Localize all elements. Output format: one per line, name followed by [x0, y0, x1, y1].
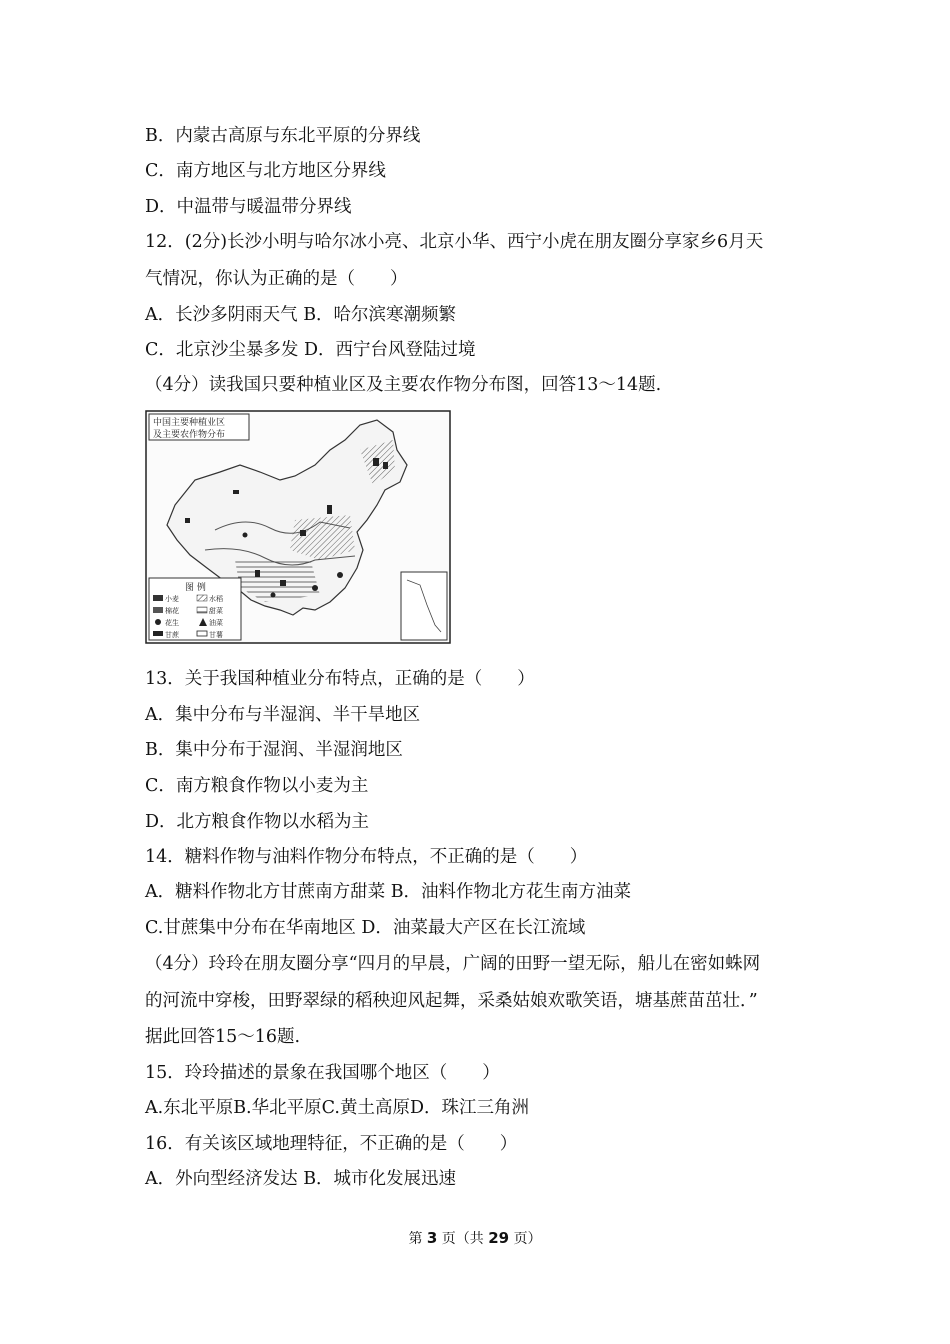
intro-13-14: （4分）读我国只要种植业区及主要农作物分布图，回答13～14题.: [145, 375, 662, 395]
q14-options-ab: A．糖料作物北方甘蔗南方甜菜 B．油料作物北方花生南方油菜: [145, 882, 632, 902]
legend-item: 水稻: [209, 595, 223, 603]
q13-option-b: B．集中分布于湿润、半湿润地区: [145, 740, 403, 760]
q14-options-cd: C.甘蔗集中分布在华南地区 D．油菜最大产区在长江流域: [145, 918, 586, 938]
q13-option-a: A．集中分布与半湿润、半干旱地区: [145, 705, 421, 725]
option-d-line: D．中温带与暖温带分界线: [145, 197, 352, 217]
map-title-line1: 中国主要种植业区: [153, 418, 226, 428]
crop-distribution-map: [145, 410, 451, 644]
footer-suffix: 页）: [513, 1231, 542, 1247]
question-12-line1: 12．(2分)长沙小明与哈尔冰小亮、北京小华、西宁小虎在朋友圈分享家乡6月天: [145, 232, 764, 252]
legend-item: 棉花: [165, 607, 179, 615]
legend-item: 甜菜: [209, 607, 223, 615]
q12-options-cd: C．北京沙尘暴多发 D．西宁台风登陆过境: [145, 340, 476, 360]
footer-middle: 页（共: [441, 1231, 484, 1247]
page-footer: [0, 1228, 950, 1248]
total-page-count: 29: [488, 1229, 510, 1247]
question-12-line2: 气情况，你认为正确的是（ ）: [145, 269, 408, 289]
question-16: 16．有关该区域地理特征，不正确的是（ ）: [145, 1134, 518, 1154]
option-c-line: C．南方地区与北方地区分界线: [145, 161, 386, 181]
legend-item: 甘薯: [209, 631, 223, 639]
legend-title: 图 例: [185, 583, 206, 593]
legend-item: 甘蔗: [165, 631, 179, 639]
intro-15-16-line3: 据此回答15～16题.: [145, 1027, 301, 1047]
question-14: 14．糖料作物与油料作物分布特点，不正确的是（ ）: [145, 847, 588, 867]
map-title-line2: 及主要农作物分布: [153, 430, 226, 440]
intro-15-16-line2: 的河流中穿梭，田野翠绿的稻秧迎风起舞，采桑姑娘欢歌笑语，塘基蔗苗茁壮．”: [145, 991, 758, 1011]
q13-option-d: D．北方粮食作物以水稻为主: [145, 812, 370, 832]
q13-option-c: C．南方粮食作物以小麦为主: [145, 776, 369, 796]
q12-options-ab: A．长沙多阴雨天气 B．哈尔滨寒潮频繁: [145, 305, 457, 325]
q15-options: A.东北平原B.华北平原C.黄土高原D．珠江三角洲: [145, 1098, 529, 1118]
q16-options-ab: A．外向型经济发达 B．城市化发展迅速: [145, 1169, 457, 1189]
option-b-line: B．内蒙古高原与东北平原的分界线: [145, 126, 421, 146]
footer-prefix: 第: [408, 1231, 423, 1247]
south-china-sea-inset: [401, 572, 447, 640]
legend-item: 油菜: [209, 619, 223, 627]
intro-15-16-line1: （4分）玲玲在朋友圈分享“四月的早晨，广阔的田野一望无际，船儿在密如蛛网: [145, 954, 761, 974]
question-13: 13．关于我国种植业分布特点，正确的是（ ）: [145, 669, 535, 689]
current-page-number: 3: [426, 1229, 438, 1247]
legend-item: 小麦: [165, 595, 179, 603]
question-15: 15．玲玲描述的景象在我国哪个地区（ ）: [145, 1063, 500, 1083]
legend-item: 花生: [165, 619, 179, 627]
